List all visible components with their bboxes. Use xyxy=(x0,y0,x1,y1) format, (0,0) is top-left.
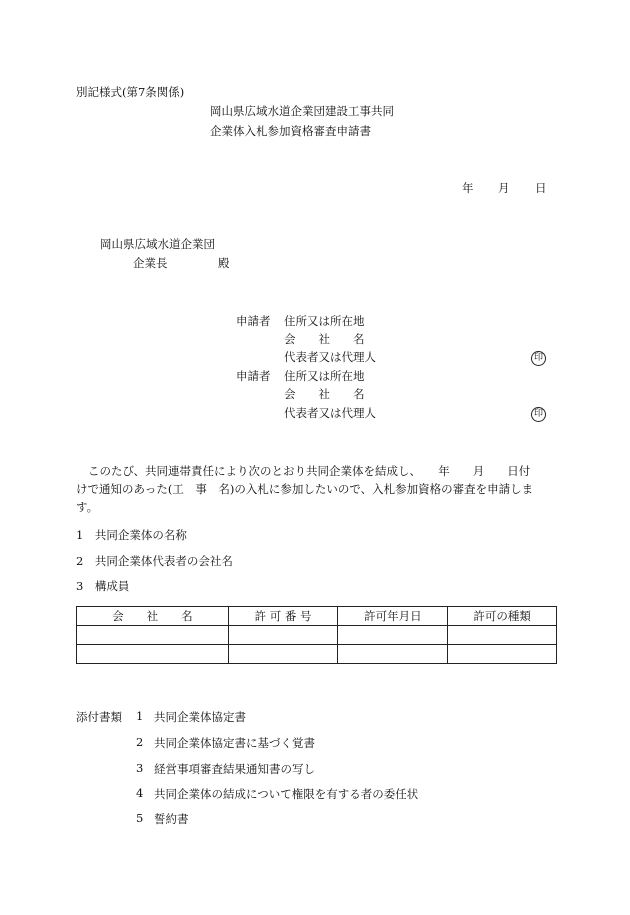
date-day: 日 xyxy=(535,181,547,195)
table-cell xyxy=(228,626,338,645)
addressee-title: 企業長 xyxy=(133,256,168,270)
applicant-company-label: 会 社 名 xyxy=(284,332,365,346)
table-header-row xyxy=(77,607,557,626)
attachment-number: 1 xyxy=(136,709,144,723)
header-license-type: 許可の種類 xyxy=(448,607,557,626)
attachment-text: 共同企業体の結成について権限を有する者の委任状 xyxy=(154,787,419,801)
attachment-text: 誓約書 xyxy=(154,812,189,826)
addressee-honorific: 殿 xyxy=(218,256,230,270)
attachment-number: 4 xyxy=(136,786,144,800)
table-row xyxy=(77,645,557,664)
header-license-date: 許可年月日 xyxy=(338,607,448,626)
applicant-rep-label: 代表者又は代理人 xyxy=(284,406,376,420)
applicant-rep-label: 代表者又は代理人 xyxy=(284,350,376,364)
table-cell xyxy=(448,645,557,664)
seal-icon: 印 xyxy=(531,351,546,366)
attachment-text: 経営事項審査結果通知書の写し xyxy=(154,762,315,776)
table-cell xyxy=(338,626,448,645)
table-cell xyxy=(338,645,448,664)
table-row xyxy=(77,626,557,645)
attachment-text: 共同企業体協定書に基づく覚書 xyxy=(154,736,315,750)
date-year: 年 xyxy=(462,181,474,195)
table-cell xyxy=(77,626,229,645)
body-line-2: けで通知のあった(工 事 名)の入札に参加したいので、入札参加資格の審査を申請しま xyxy=(76,482,534,496)
attachment-number: 3 xyxy=(136,761,144,775)
members-table xyxy=(76,606,557,664)
applicant-role: 申請者 xyxy=(236,369,271,383)
item-jv-name: 1 共同企業体の名称 xyxy=(76,528,187,542)
applicant-address-label: 住所又は所在地 xyxy=(284,314,365,328)
header-company-name: 会 社 名 xyxy=(77,607,229,626)
attachment-number: 2 xyxy=(136,735,144,749)
body-line-3: す。 xyxy=(76,500,99,514)
seal-icon: 印 xyxy=(531,407,546,422)
date-month: 月 xyxy=(498,181,510,195)
body-line-1: このたび、共同連帯責任により次のとおり共同企業体を結成し、 年 月 日付 xyxy=(88,464,531,478)
item-members: 3 構成員 xyxy=(76,579,130,593)
item-representative-company: 2 共同企業体代表者の会社名 xyxy=(76,554,233,568)
applicant-company-label: 会 社 名 xyxy=(284,387,365,401)
attachments-label: 添付書類 xyxy=(76,710,122,724)
title-line-1: 岡山県広域水道企業団建設工事共同 xyxy=(210,104,394,118)
form-label: 別記様式(第7条関係) xyxy=(76,85,185,99)
table-cell xyxy=(77,645,229,664)
applicant-role: 申請者 xyxy=(236,314,271,328)
title-line-2: 企業体入札参加資格審査申請書 xyxy=(210,124,371,138)
table-cell xyxy=(448,626,557,645)
header-license-number: 許 可 番 号 xyxy=(228,607,338,626)
attachment-text: 共同企業体協定書 xyxy=(154,710,246,724)
addressee-org: 岡山県広域水道企業団 xyxy=(100,237,215,251)
table-cell xyxy=(228,645,338,664)
attachment-number: 5 xyxy=(136,811,144,825)
applicant-address-label: 住所又は所在地 xyxy=(284,369,365,383)
